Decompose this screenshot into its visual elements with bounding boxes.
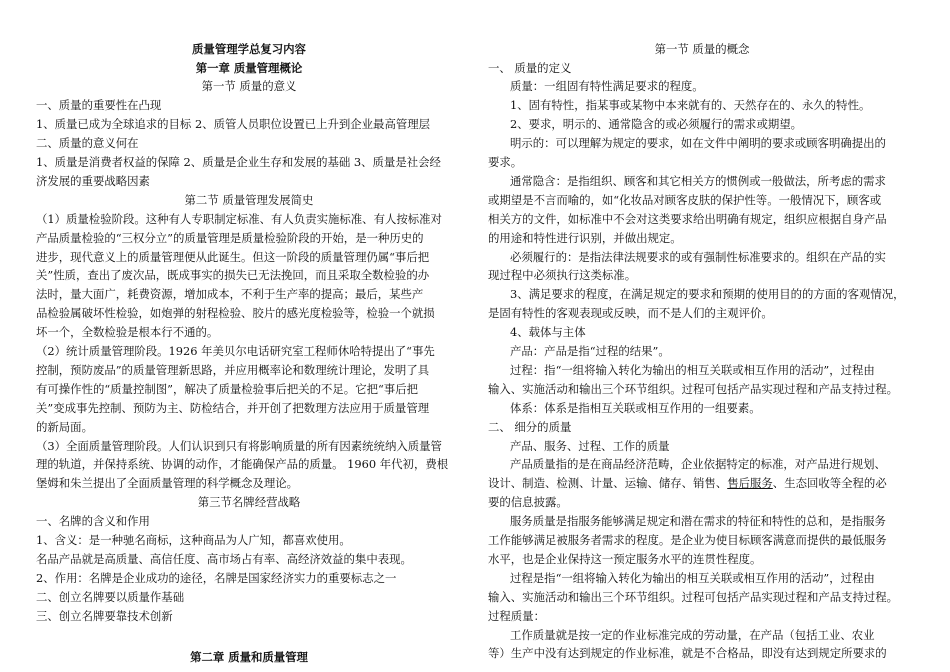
text-line: 进步，现代意义上的质量管理便从此诞生。但这一阶段的质量管理仍属“事后把 [36,250,430,264]
text-line: 1、含义：是一种驰名商标，这种商品为人广知，都喜欢使用。 [36,533,351,547]
text-line: 二、质量的意义何在 [36,136,139,150]
text-line: 理的轨道，并保持系统、协调的动作，才能确保产品的质量。 1960 年代初，费根 [36,457,449,471]
text-line: 等）生产中没有达到规定的作业标准，就是不合格品，即没有达到规定所要求的 [488,646,887,660]
text-line: 堡姆和朱兰提出了全面质量管理的科学概念及理论。 [36,476,298,490]
text-line: 要求。 [488,155,523,169]
chapter-2-heading: 第二章 质量和质量管理 [190,650,308,664]
text-line: 1、固有特性，指某事或某物中本来就有的、天然存在的、永久的特性。 [510,98,871,112]
text-line: 关”性质，查出了废次品，既成事实的损失已无法挽回，而且采取全数检验的办 [36,268,430,282]
text-line: 一、质量的重要性在凸现 [36,98,162,112]
text-line: 过程质量： [488,609,545,623]
after-sales-service-link[interactable]: 售后服务 [727,476,773,490]
text-line: 三、创立名牌要靠技术创新 [36,609,173,623]
text-line: 输入、实施活动和输出三个环节组织。过程可包括产品实现过程和产品支持过程。 [488,590,899,604]
text-line: 的新局面。 [36,420,93,434]
text-line: （2）统计质量管理阶段。1926 年美贝尔电话研究室工程师休哈特提出了“事先 [36,344,435,358]
text-line: 一、 质量的定义 [488,61,572,75]
text-line: 质量：一组固有特性满足要求的程度。 [510,79,704,93]
chapter-1-heading: 第一章 质量管理概论 [195,61,303,75]
text-line: 必须履行的：是指法律法规要求的或有强制性标准要求的。组织在产品的实 [510,250,886,264]
text-line: 相关方的文件，如标准中不会对这类要求给出明确有规定，组织应根据自身产品 [488,212,887,226]
section-heading: 第一节 质量的概念 [654,42,750,56]
text-line: 济发展的重要战略因素 [36,174,150,188]
text-line: 1、质量已成为全球追求的目标 2、质管人员职位设置已上升到企业最高管理层 [36,117,431,131]
text-line: 体系：体系是指相互关联或相互作用的一组要素。 [510,401,761,415]
text-line: 1、质量是消费者权益的保障 2、质量是企业生存和发展的基础 3、质量是社会经 [36,155,441,169]
text-line: 关”变成事先控制、预防为主、防检结合，并开创了把数理方法应用于质量管理 [36,401,430,415]
text-line: 产品、服务、过程、工作的质量 [510,439,670,453]
text-line: 二、创立名牌要以质量作基础 [36,590,185,604]
text-line: 工作能够满足被服务者需求的程度。是企业为使目标顾客满意而提供的最低服务 [488,533,887,547]
text-line: 产品质量指的是在商品经济范畴，企业依据特定的标准，对产品进行规划、 [510,457,886,471]
text-segment: 设计、制造、检测、计量、运输、储存、销售、 [488,476,728,490]
text-line: 服务质量是指服务能够满足规定和潜在需求的特征和特性的总和，是指服务 [510,514,886,528]
text-line: 2、要求，明示的、通常隐含的或必须履行的需求或期望。 [510,117,803,131]
text-line: 明示的：可以理解为规定的要求，如在文件中阐明的要求或顾客明确提出的 [510,136,886,150]
text-line: 现过程中必须执行这类标准。 [488,268,637,282]
text-line: 产品：产品是指“过程的结果”。 [510,344,670,358]
text-line: 法时，量大面广，耗费资源，增加成本，不利于生产率的提高；最后，某些产 [36,287,424,301]
text-line: 3、满足要求的程度，在满足规定的要求和预期的使用目的的方面的客观情况， [510,287,905,301]
text-line: 2、作用：名牌是企业成功的途径，名牌是国家经济实力的重要标志之一 [36,571,397,585]
text-line: 品检验属破坏性检验，如炮弹的射程检验、胶片的感光度检验等，检验一个就损 [36,306,435,320]
text-line: 或期望是不言而喻的，如“化妆品对顾客皮肤的保护性等。一般情况下，顾客或 [488,193,882,207]
text-line: 通常隐含：是指组织、顾客和其它相关方的惯例或一般做法，所考虑的需求 [510,174,886,188]
text-line: 输入、实施活动和输出三个环节组织。过程可包括产品实现过程和产品支持过程。 [488,382,899,396]
section-1-heading: 第一节 质量的意义 [201,79,297,93]
text-line [488,474,916,493]
text-line: 产品质量检验的“三权分立”的质量管理是质量检验阶段的开始，是一种历史的 [36,231,424,245]
text-line: （1）质量检验阶段。这种有人专职制定标准、有人负责实施标准、有人按标准对 [36,212,442,226]
text-line: 过程是指“一组将输入转化为输出的相互关联或相互作用的活动”，过程由 [510,571,875,585]
text-line: 一、名牌的含义和作用 [36,514,150,528]
text-line: 控制，预防废品”的质量管理新思路，并应用概率论和数理统计理论，发明了具 [36,363,430,377]
text-line: 水平，也是企业保持这一预定服务水平的连贯性程度。 [488,552,762,566]
text-line: 二、 细分的质量 [488,420,572,434]
text-line: 名品产品就是高质量、高信任度、高市场占有率、高经济效益的集中表现。 [36,552,412,566]
document-title: 质量管理学总复习内容 [192,42,306,56]
section-2-heading: 第二节 质量管理发展简史 [184,193,314,207]
text-line: 是固有特性的客观表现或反映，而不是人们的主观评价。 [488,306,773,320]
text-line: 坏一个，全数检验是根本行不通的。 [36,325,219,339]
section-3-heading: 第三节名牌经营战略 [197,495,301,509]
text-line: 4、载体与主体 [510,325,586,339]
text-line: 有可操作性的“质量控制图”，解决了质量检验事后把关的不足。它把“事后把 [36,382,418,396]
text-line: 工作质量就是按一定的作业标准完成的劳动量，在产品（包括工业、农业 [510,628,875,642]
text-segment: 、生态回收等全程的必 [772,476,887,490]
text-line: 的用途和特性进行识别，并做出规定。 [488,231,682,245]
text-line: 要的信息披露。 [488,495,568,509]
text-line: （3）全面质量管理阶段。人们认识到只有将影响质量的所有因素统统纳入质量管 [36,439,442,453]
text-line: 过程：指“一组将输入转化为输出的相互关联或相互作用的活动”，过程由 [510,363,875,377]
